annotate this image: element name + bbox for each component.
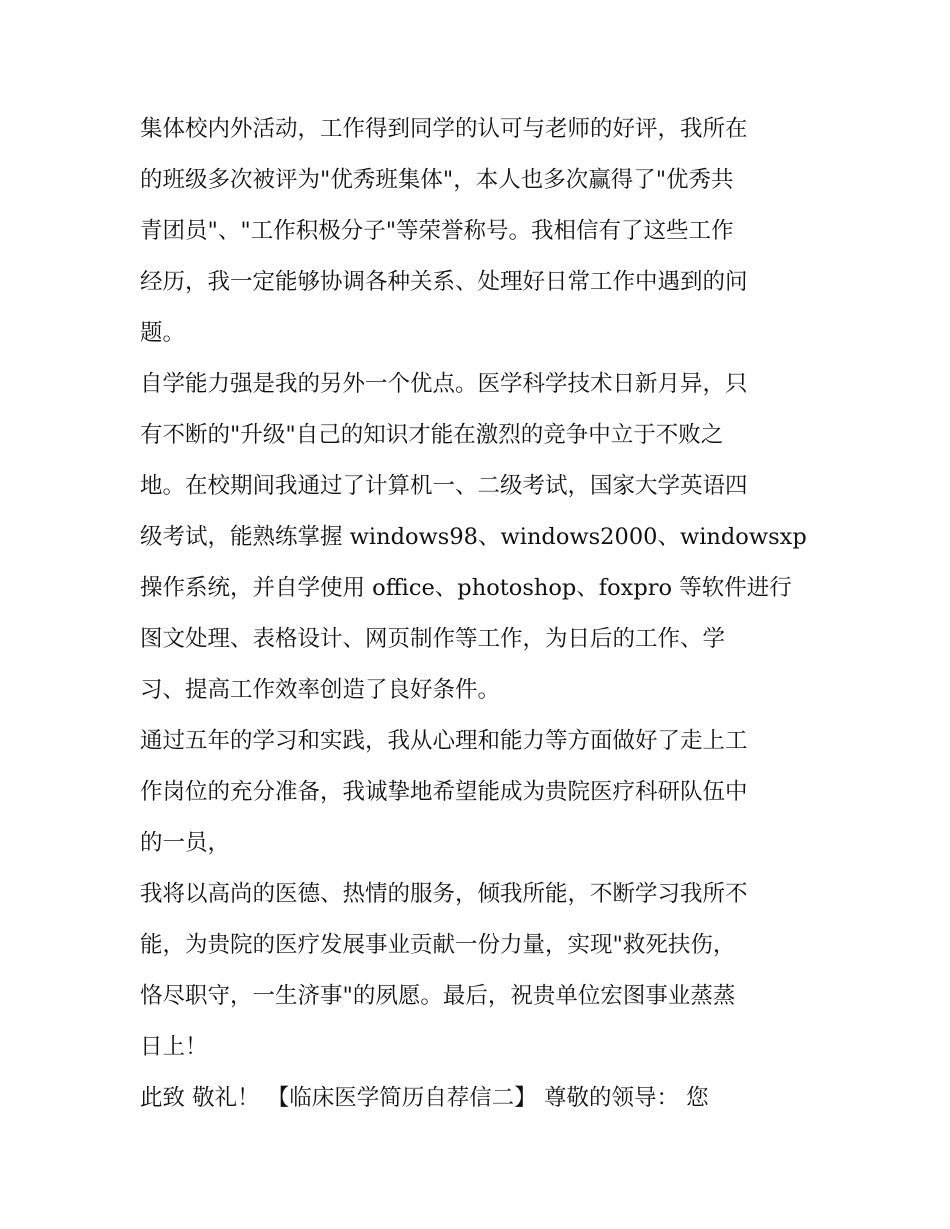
text-line: 恪尽职守，一生济事"的夙愿。最后，祝贵单位宏图事业蒸蒸 bbox=[140, 983, 736, 1009]
text-line: 的班级多次被评为"优秀班集体"，本人也多次赢得了"优秀共 bbox=[140, 167, 734, 193]
text-line: 作岗位的充分准备，我诚挚地希望能成为贵院医疗科研队伍中 bbox=[140, 779, 748, 805]
text-line: 我将以高尚的医德、热情的服务，倾我所能，不断学习我所不 bbox=[140, 881, 748, 907]
text-line: 习、提高工作效率创造了良好条件。 bbox=[140, 677, 501, 703]
text-line: 青团员"、"工作积极分子"等荣誉称号。我相信有了这些工作 bbox=[140, 218, 734, 244]
text-line: 此致 敬礼！ 【临床医学简历自荐信二】 尊敬的领导： 您 bbox=[140, 1085, 709, 1111]
text-line: 操作系统，并自学使用 office、photoshop、foxpro 等软件进行 bbox=[140, 575, 792, 601]
text-line: 自学能力强是我的另外一个优点。医学科学技术日新月异，只 bbox=[140, 371, 748, 397]
text-line: 有不断的"升级"自己的知识才能在激烈的竞争中立于不败之 bbox=[140, 422, 724, 448]
text-line: 经历，我一定能够协调各种关系、处理好日常工作中遇到的问 bbox=[140, 269, 748, 295]
text-line: 日上！ bbox=[140, 1034, 208, 1060]
text-line: 图文处理、表格设计、网页制作等工作，为日后的工作、学 bbox=[140, 626, 726, 652]
text-line: 通过五年的学习和实践，我从心理和能力等方面做好了走上工 bbox=[140, 728, 748, 754]
text-line: 集体校内外活动，工作得到同学的认可与老师的好评，我所在 bbox=[140, 116, 748, 142]
text-line: 能，为贵院的医疗发展事业贡献一份力量，实现"救死扶伤， bbox=[140, 932, 736, 958]
text-line: 地。在校期间我通过了计算机一、二级考试，国家大学英语四 bbox=[140, 473, 748, 499]
letter-body bbox=[140, 104, 820, 1124]
text-line: 级考试，能熟练掌握 windows98、windows2000、windowsxp bbox=[140, 524, 807, 550]
text-line: 题。 bbox=[140, 320, 186, 346]
text-line: 的一员， bbox=[140, 830, 231, 856]
